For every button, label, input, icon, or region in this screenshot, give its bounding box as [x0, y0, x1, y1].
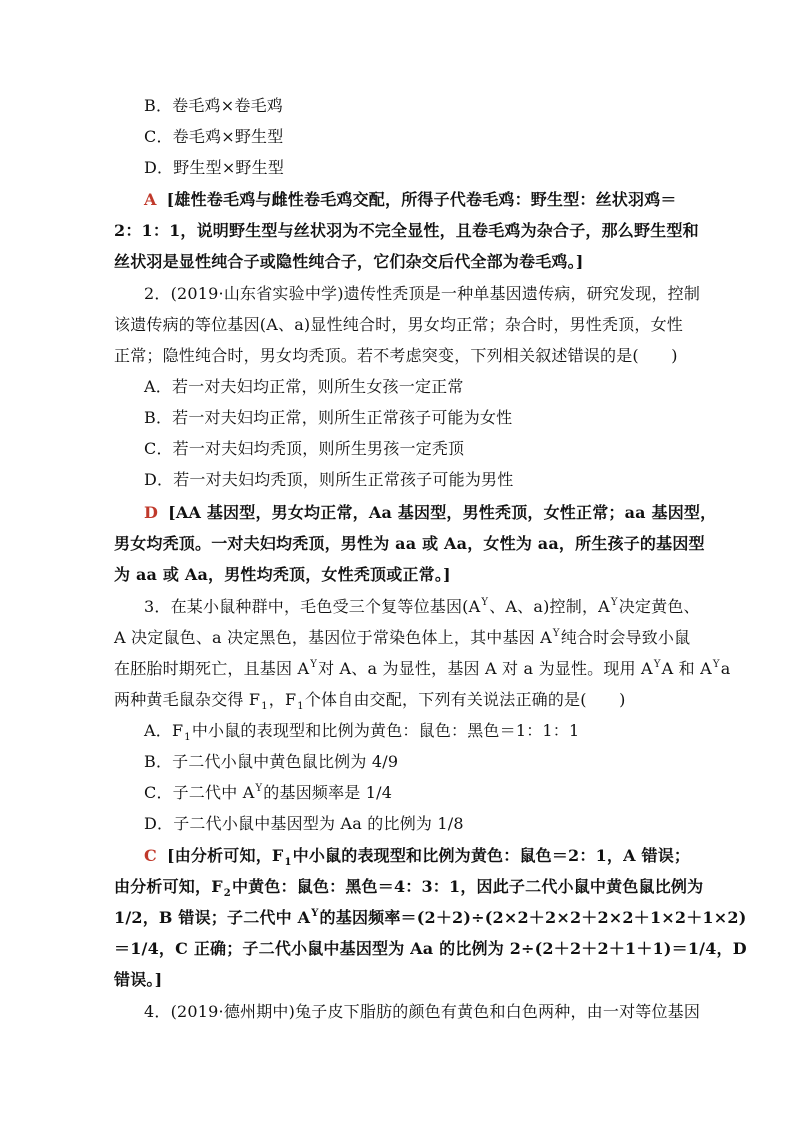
question-4: 4．(2019·德州期中)兔子皮下脂肪的颜色有黄色和白色两种，由一对等位基因	[144, 1002, 701, 1021]
answer-letter: D	[144, 503, 159, 522]
text: C．子二代中 A	[144, 783, 255, 802]
answer-line	[144, 190, 677, 210]
question-3-cont	[114, 690, 626, 713]
text: 中小鼠的表现型和比例为黄色：鼠色＝2：1，A 错误；	[292, 846, 691, 865]
text: 、A、a)控制，A	[489, 597, 610, 616]
answer-cont	[114, 877, 703, 900]
answer-cont: 为 aa 或 Aa，男性均秃顶，女性秃顶或正常。]	[114, 565, 451, 584]
sub: 1	[184, 732, 191, 743]
text: 中小鼠的表现型和比例为黄色：鼠色：黑色＝1：1：1	[191, 721, 580, 740]
option-d: D．若一对夫妇均秃顶，则所生正常孩子可能为男性	[144, 470, 514, 489]
answer-text: [雄性卷毛鸡与雌性卷毛鸡交配，所得子代卷毛鸡：野生型：丝状羽鸡＝	[166, 190, 677, 209]
option-a	[144, 721, 579, 744]
text: 决定黄色、	[618, 597, 700, 616]
sup: Y	[311, 908, 319, 919]
option-a: A．若一对夫妇均正常，则所生女孩一定正常	[144, 377, 464, 396]
answer-cont: 错误。]	[114, 970, 163, 989]
sup: Y	[712, 659, 720, 670]
text: 的基因频率是 1/4	[263, 783, 393, 802]
answer-cont	[114, 908, 746, 931]
question-3-cont	[114, 628, 690, 651]
text: ，F	[268, 690, 297, 709]
answer-cont: 2：1：1，说明野生型与丝状羽为不完全显性，且卷毛鸡为杂合子，那么野生型和	[114, 221, 699, 240]
sup: Y	[552, 628, 560, 639]
text: 对 A、a 为显性，基因 A 对 a 为显性。现用 A	[318, 659, 653, 678]
option-d: D．野生型×野生型	[144, 158, 285, 177]
text: 纯合时会导致小鼠	[560, 628, 691, 647]
question-3	[144, 597, 700, 620]
sub: 1	[297, 701, 304, 712]
question-2-cont: 该遗传病的等位基因(A、a)显性纯合时，男女均正常；杂合时，男性秃顶，女性	[114, 315, 683, 334]
sup: Y	[255, 783, 263, 794]
option-c: C．若一对夫妇均秃顶，则所生男孩一定秃顶	[144, 439, 465, 458]
text: 中黄色：鼠色：黑色＝4：3：1，因此子二代小鼠中黄色鼠比例为	[231, 877, 704, 896]
sub: 1	[284, 857, 292, 868]
sub: 2	[223, 888, 231, 899]
sup: Y	[481, 597, 489, 608]
text: 个体自由交配，下列有关说法正确的是( )	[304, 690, 626, 709]
text: [由分析可知，F	[166, 846, 284, 865]
option-d: D．子二代小鼠中基因型为 Aa 的比例为 1/8	[144, 814, 464, 833]
question-2: 2．(2019·山东省实验中学)遗传性秃顶是一种单基因遗传病，研究发现，控制	[144, 284, 701, 303]
answer-cont: 丝状羽是显性纯合子或隐性纯合子，它们杂交后代全部为卷毛鸡。]	[114, 252, 584, 271]
sub: 1	[261, 701, 268, 712]
text: a	[720, 659, 731, 678]
question-3-cont	[114, 659, 730, 682]
option-b: B．卷毛鸡×卷毛鸡	[144, 96, 283, 115]
text: 的基因频率＝(2＋2)÷(2×2＋2×2＋2×2＋1×2＋1×2)	[319, 908, 747, 927]
sup: Y	[610, 597, 618, 608]
sup: Y	[653, 659, 661, 670]
option-b: B．子二代小鼠中黄色鼠比例为 4/9	[144, 752, 399, 771]
text: A 和 A	[661, 659, 712, 678]
answer-letter: A	[144, 190, 157, 209]
text: 3．在某小鼠种群中，毛色受三个复等位基因(A	[144, 597, 481, 616]
answer-text: [AA 基因型，男女均正常，Aa 基因型，男性秃顶，女性正常；aa 基因型，	[168, 503, 717, 522]
answer-line	[144, 846, 690, 869]
answer-letter: C	[144, 846, 157, 865]
sup: Y	[310, 659, 318, 670]
text: 由分析可知，F	[114, 877, 223, 896]
text: 两种黄毛鼠杂交得 F	[114, 690, 261, 709]
text: A．F	[144, 721, 184, 740]
text: 1/2，B 错误；子二代中 A	[114, 908, 311, 927]
option-c	[144, 783, 392, 806]
option-b: B．若一对夫妇均正常，则所生正常孩子可能为女性	[144, 408, 513, 427]
text: 在胚胎时期死亡，且基因 A	[114, 659, 310, 678]
answer-cont: 男女均秃顶。一对夫妇均秃顶，男性为 aa 或 Aa，女性为 aa，所生孩子的基因型	[114, 534, 705, 553]
text: A 决定鼠色、a 决定黑色，基因位于常染色体上，其中基因 A	[114, 628, 552, 647]
answer-line	[144, 503, 716, 523]
answer-cont: ＝1/4，C 正确；子二代小鼠中基因型为 Aa 的比例为 2÷(2＋2＋2＋1＋1)＝1/4，D	[114, 939, 747, 958]
option-c: C．卷毛鸡×野生型	[144, 127, 284, 146]
question-2-cont: 正常；隐性纯合时，男女均秃顶。若不考虑突变，下列相关叙述错误的是( )	[114, 346, 678, 365]
